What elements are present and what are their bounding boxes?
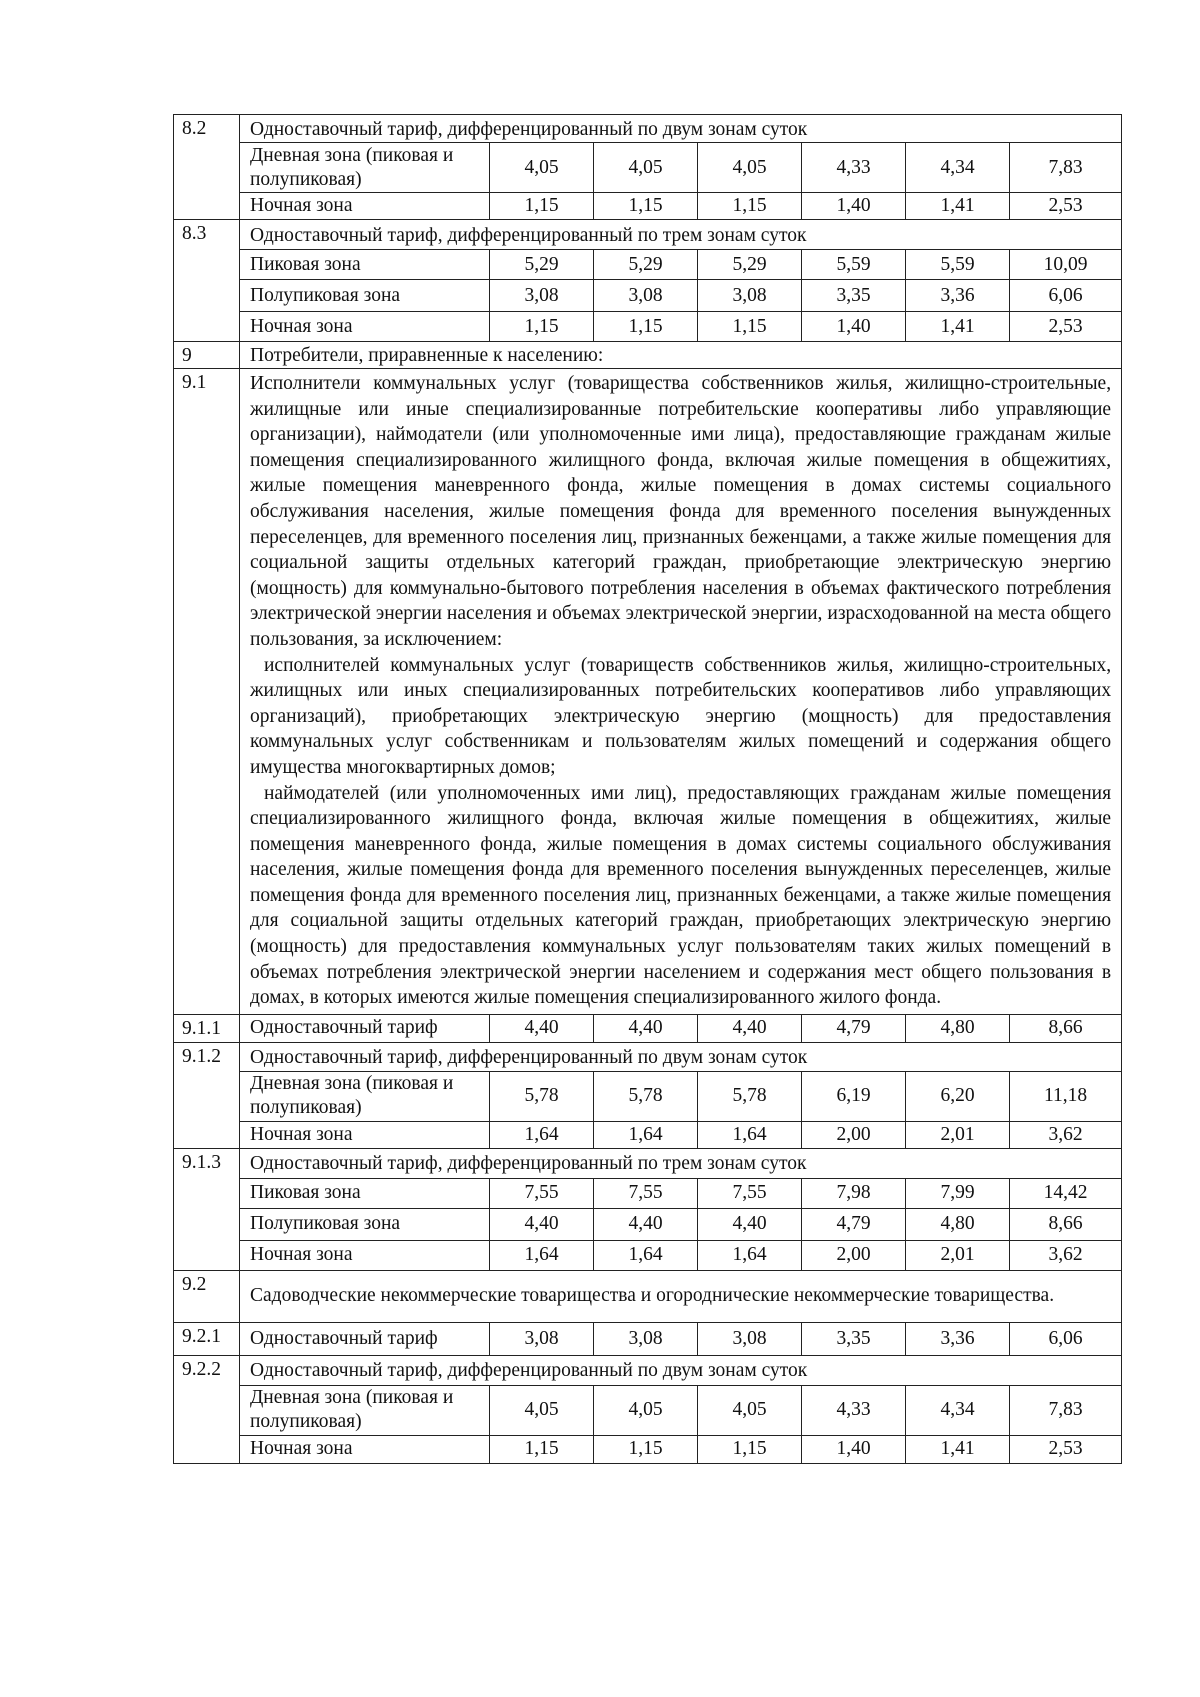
tariff-value: 3,08 xyxy=(490,280,594,312)
tariff-value: 6,06 xyxy=(1010,280,1122,312)
paragraph: наймодателей (или уполномоченных ими лиц), предоставляющих гражданам жилые помещения специализированного жилищного фонда, включая жилые помещения в общежитиях, жилые помещения маневренного фонда, жилые помещения в домах системы социального обслуживания населения, жилые помещения фонда для временного поселения вынужденных переселенцев, жилые помещения фонда для временного поселения лиц, признанных беженцами, а также жилые помещения для социальной защиты отдельных категорий граждан, приобретающих электрическую энергию (мощность) для предоставления коммунальных услуг пользователям таких жилых помещений в объемах потребления электрической энергии населением и содержания мест общего пользования в домах, в которых имеются жилые помещения специализированного жилого фонда. xyxy=(250,782,1112,1009)
tariff-value: 7,55 xyxy=(490,1178,594,1208)
section-title: Потребители, приравненные к населению: xyxy=(240,342,1122,369)
tariff-value: 7,99 xyxy=(906,1178,1010,1208)
tariff-value: 4,33 xyxy=(802,1385,906,1435)
row-label: Ночная зона xyxy=(240,1240,490,1270)
section-number: 9.1.3 xyxy=(174,1148,240,1270)
tariff-value: 2,00 xyxy=(802,1240,906,1270)
tariff-value: 4,33 xyxy=(802,143,906,193)
table-row xyxy=(174,280,1122,312)
tariff-value: 3,08 xyxy=(698,1322,802,1355)
tariff-value: 4,80 xyxy=(906,1208,1010,1240)
row-label: Одноставочный тариф xyxy=(240,1322,490,1355)
section-9-2-1-row xyxy=(174,1322,1122,1355)
table-row xyxy=(174,250,1122,280)
tariff-value: 1,41 xyxy=(906,193,1010,220)
section-text: Садоводческие некоммерческие товарищества и огороднические некоммерческие товарищества. xyxy=(240,1270,1122,1322)
tariff-value: 4,40 xyxy=(698,1208,802,1240)
tariff-value: 1,64 xyxy=(490,1121,594,1148)
tariff-value: 3,08 xyxy=(490,1322,594,1355)
tariff-value: 8,66 xyxy=(1010,1208,1122,1240)
table-row xyxy=(174,312,1122,342)
tariff-value: 2,53 xyxy=(1010,1435,1122,1463)
tariff-value: 4,40 xyxy=(490,1208,594,1240)
tariff-value: 1,41 xyxy=(906,312,1010,342)
section-number: 9.2 xyxy=(174,1270,240,1322)
tariff-value: 4,05 xyxy=(490,143,594,193)
tariff-value: 3,62 xyxy=(1010,1240,1122,1270)
row-label: Полупиковая зона xyxy=(240,280,490,312)
tariff-value: 4,05 xyxy=(594,1385,698,1435)
section-title: Одноставочный тариф, дифференцированный по трем зонам суток xyxy=(240,1148,1122,1178)
tariff-value: 1,15 xyxy=(490,1435,594,1463)
tariff-value: 2,00 xyxy=(802,1121,906,1148)
tariff-value: 5,78 xyxy=(490,1071,594,1121)
tariff-value: 4,79 xyxy=(802,1014,906,1042)
tariff-value: 1,64 xyxy=(698,1121,802,1148)
tariff-value: 1,15 xyxy=(490,312,594,342)
row-label: Пиковая зона xyxy=(240,1178,490,1208)
tariff-value: 5,78 xyxy=(698,1071,802,1121)
paragraph: Исполнители коммунальных услуг (товарищества собственников жилья, жилищно-строительные, жилищные или иные специализированные потребительские кооперативы либо управляющие организации), наймодатели (или уполномоченные ими лица), предоставляющие гражданам жилые помещения специализированного жилищного фонда, включая жилые помещения в общежитиях, жилые помещения маневренного фонда, жилые помещения в домах системы социального обслуживания населения, жилые помещения фонда для временного поселения вынужденных переселенцев, для временного поселения лиц, признанных беженцами, а также жилые помещения для социальной защиты отдельных категорий граждан, приобретающие электрическую энергию (мощность) для коммунально-бытового потребления населения в объемах фактического потребления электрической энергии населения и объемах электрической энергии, израсходованной на места общего пользования, за исключением: xyxy=(250,373,1112,650)
section-number: 9.1 xyxy=(174,369,240,1015)
tariff-value: 1,41 xyxy=(906,1435,1010,1463)
tariff-value: 4,80 xyxy=(906,1014,1010,1042)
tariff-value: 3,62 xyxy=(1010,1121,1122,1148)
section-title: Одноставочный тариф, дифференцированный по двум зонам суток xyxy=(240,1042,1122,1071)
table-row xyxy=(174,193,1122,220)
tariff-value: 1,64 xyxy=(594,1240,698,1270)
row-label: Ночная зона xyxy=(240,312,490,342)
section-number: 9.2.2 xyxy=(174,1355,240,1463)
tariff-value: 2,53 xyxy=(1010,312,1122,342)
paragraph: исполнителей коммунальных услуг (товариществ собственников жилья, жилищно-строительных, жилищных или иных специализированных потребительских кооперативов либо управляющих организаций), приобретающих электрическую энергию (мощность) для предоставления коммунальных услуг собственникам и пользователям жилых помещений и содержания общего имущества многоквартирных домов; xyxy=(250,654,1112,778)
section-title: Одноставочный тариф, дифференцированный по трем зонам суток xyxy=(240,220,1122,250)
section-9-2-2-header xyxy=(174,1355,1122,1385)
tariff-value: 2,53 xyxy=(1010,193,1122,220)
row-label: Ночная зона xyxy=(240,1435,490,1463)
section-9-1-3-header xyxy=(174,1148,1122,1178)
tariff-value: 4,34 xyxy=(906,143,1010,193)
tariff-value: 1,64 xyxy=(698,1240,802,1270)
tariff-value: 3,36 xyxy=(906,280,1010,312)
section-9-1-2-header xyxy=(174,1042,1122,1071)
tariff-value: 1,64 xyxy=(594,1121,698,1148)
row-label: Дневная зона (пиковая и полупиковая) xyxy=(240,1385,490,1435)
tariff-value: 5,59 xyxy=(906,250,1010,280)
tariff-value: 1,15 xyxy=(594,312,698,342)
row-label: Пиковая зона xyxy=(240,250,490,280)
tariff-value: 6,19 xyxy=(802,1071,906,1121)
tariff-value: 4,34 xyxy=(906,1385,1010,1435)
section-number: 8.3 xyxy=(174,220,240,342)
tariff-value: 8,66 xyxy=(1010,1014,1122,1042)
section-number: 9.1.2 xyxy=(174,1042,240,1148)
tariff-value: 6,06 xyxy=(1010,1322,1122,1355)
tariff-value: 4,40 xyxy=(490,1014,594,1042)
tariff-value: 3,35 xyxy=(802,1322,906,1355)
tariff-value: 7,83 xyxy=(1010,1385,1122,1435)
tariff-value: 5,29 xyxy=(594,250,698,280)
tariff-value: 5,59 xyxy=(802,250,906,280)
tariff-value: 4,05 xyxy=(594,143,698,193)
tariff-value: 3,08 xyxy=(698,280,802,312)
table-row xyxy=(174,1385,1122,1435)
tariff-table xyxy=(173,114,1122,1464)
tariff-value: 7,55 xyxy=(594,1178,698,1208)
section-8-3-header xyxy=(174,220,1122,250)
table-row xyxy=(174,1208,1122,1240)
tariff-value: 4,05 xyxy=(490,1385,594,1435)
section-number: 9.2.1 xyxy=(174,1322,240,1355)
row-label: Дневная зона (пиковая и полупиковая) xyxy=(240,1071,490,1121)
tariff-value: 4,40 xyxy=(698,1014,802,1042)
tariff-value: 7,55 xyxy=(698,1178,802,1208)
tariff-value: 4,40 xyxy=(594,1208,698,1240)
table-row xyxy=(174,1435,1122,1463)
row-label: Ночная зона xyxy=(240,193,490,220)
section-text xyxy=(240,369,1122,1015)
tariff-value: 1,40 xyxy=(802,1435,906,1463)
table-row xyxy=(174,1071,1122,1121)
section-number: 9 xyxy=(174,342,240,369)
tariff-value: 1,15 xyxy=(490,193,594,220)
tariff-value: 1,15 xyxy=(698,312,802,342)
section-title: Одноставочный тариф, дифференцированный по двум зонам суток xyxy=(240,1355,1122,1385)
section-9-header xyxy=(174,342,1122,369)
tariff-value: 3,36 xyxy=(906,1322,1010,1355)
section-8-2-header xyxy=(174,115,1122,143)
table-row xyxy=(174,143,1122,193)
section-9-1-description xyxy=(174,369,1122,1015)
tariff-value: 1,15 xyxy=(594,193,698,220)
row-label: Полупиковая зона xyxy=(240,1208,490,1240)
tariff-document xyxy=(173,114,1121,1464)
tariff-value: 7,98 xyxy=(802,1178,906,1208)
tariff-value: 14,42 xyxy=(1010,1178,1122,1208)
tariff-value: 4,05 xyxy=(698,143,802,193)
tariff-value: 2,01 xyxy=(906,1121,1010,1148)
section-number: 8.2 xyxy=(174,115,240,220)
tariff-value: 6,20 xyxy=(906,1071,1010,1121)
tariff-value: 4,05 xyxy=(698,1385,802,1435)
tariff-value: 1,15 xyxy=(594,1435,698,1463)
row-label: Одноставочный тариф xyxy=(240,1014,490,1042)
tariff-value: 4,79 xyxy=(802,1208,906,1240)
tariff-value: 5,29 xyxy=(490,250,594,280)
tariff-value: 11,18 xyxy=(1010,1071,1122,1121)
tariff-value: 3,08 xyxy=(594,280,698,312)
table-row xyxy=(174,1121,1122,1148)
tariff-value: 4,40 xyxy=(594,1014,698,1042)
tariff-value: 1,15 xyxy=(698,1435,802,1463)
tariff-value: 3,08 xyxy=(594,1322,698,1355)
section-number: 9.1.1 xyxy=(174,1014,240,1042)
tariff-value: 7,83 xyxy=(1010,143,1122,193)
table-row xyxy=(174,1178,1122,1208)
tariff-value: 5,78 xyxy=(594,1071,698,1121)
tariff-value: 1,15 xyxy=(698,193,802,220)
tariff-value: 5,29 xyxy=(698,250,802,280)
tariff-value: 1,64 xyxy=(490,1240,594,1270)
row-label: Ночная зона xyxy=(240,1121,490,1148)
tariff-value: 2,01 xyxy=(906,1240,1010,1270)
section-9-2-description xyxy=(174,1270,1122,1322)
row-label: Дневная зона (пиковая и полупиковая) xyxy=(240,143,490,193)
tariff-value: 10,09 xyxy=(1010,250,1122,280)
tariff-value: 1,40 xyxy=(802,312,906,342)
table-row xyxy=(174,1240,1122,1270)
section-9-1-1-row xyxy=(174,1014,1122,1042)
tariff-value: 3,35 xyxy=(802,280,906,312)
tariff-value: 1,40 xyxy=(802,193,906,220)
section-title: Одноставочный тариф, дифференцированный по двум зонам суток xyxy=(240,115,1122,143)
